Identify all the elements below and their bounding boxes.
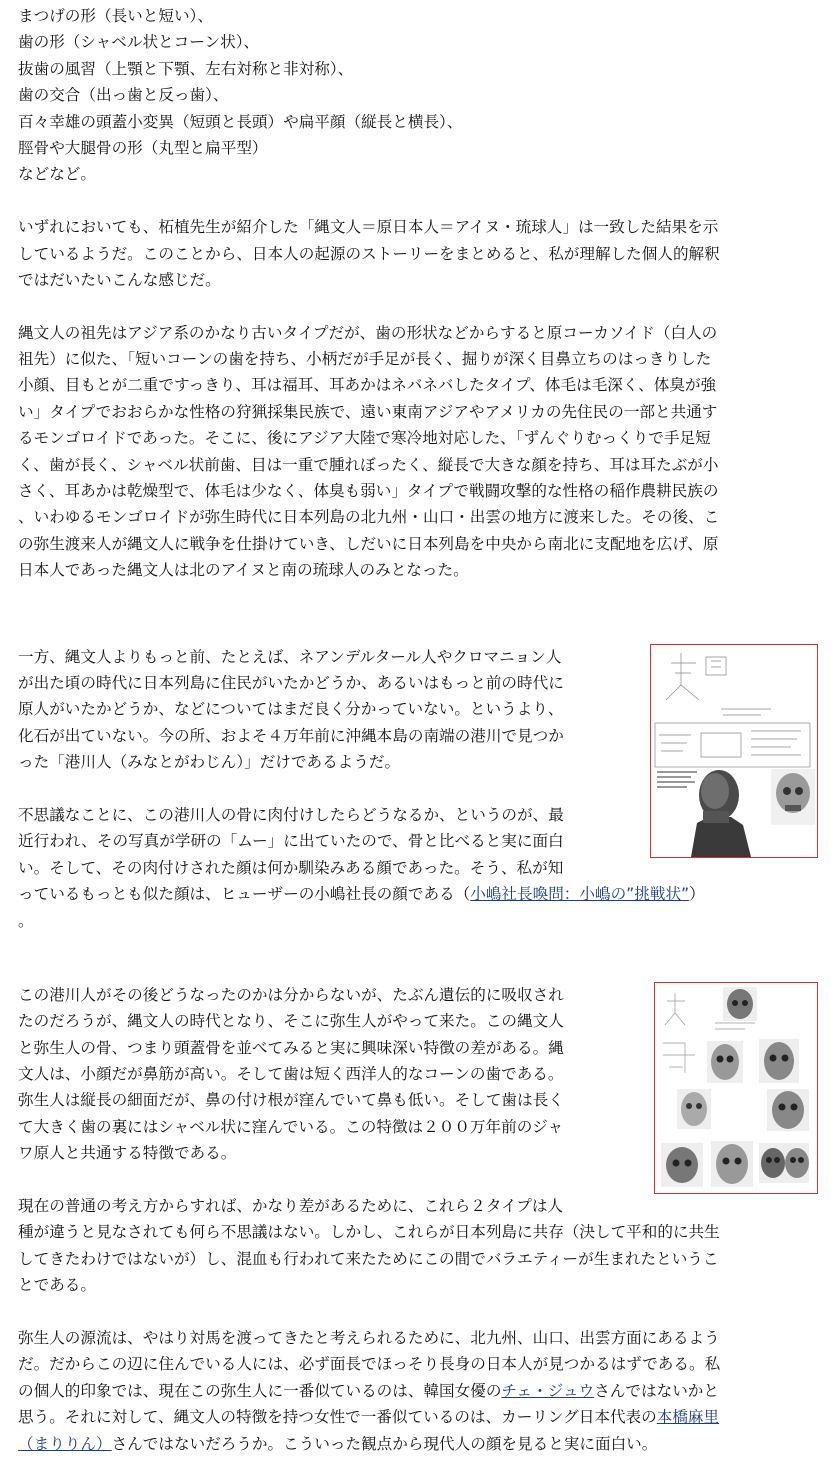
text-line: った「港川人（みなとがわじん）」だけであるようだ。 bbox=[18, 753, 401, 772]
minatogawa-figure[interactable] bbox=[650, 644, 818, 858]
text-line: ではだいたいこんな感じだ。 bbox=[18, 270, 221, 289]
text-line: この港川人がその後どうなったのかは分からないが、たぶん遺伝的に吸収され bbox=[18, 985, 564, 1004]
text-line: いずれにおいても、柘植先生が紹介した「縄文人＝原日本人＝アイヌ・琉球人」は一致した結果を示 bbox=[18, 218, 719, 237]
text-line: 、いわゆるモンゴロイドが弥生時代に日本列島の北九州・山口・出雲の地方に渡来した。その後、こ bbox=[18, 508, 720, 527]
text-line: と弥生人の骨、つまり頭蓋骨を並べてみると実に興味深い特徴の差がある。縄 bbox=[18, 1038, 564, 1057]
list-item: 脛骨や大腿骨の形（丸型と扁平型） bbox=[18, 138, 268, 157]
text-line: い」タイプでおおらかな性格の狩猟採集民族で、遠い東南アジアやアメリカの先住民の一部と共通す bbox=[18, 402, 718, 421]
article-body bbox=[18, 3, 818, 1457]
kojima-link[interactable]: 小嶋社長喚問：小嶋の”挑戦状” bbox=[470, 885, 690, 904]
choi-jiwoo-link[interactable]: チェ・ジュウ bbox=[501, 1381, 595, 1400]
skulls-image bbox=[655, 983, 817, 1193]
text-line: ワ原人と共通する特徴である。 bbox=[18, 1144, 237, 1163]
paragraph-yayoi-origin bbox=[18, 1325, 818, 1457]
list-item: 抜歯の風習（上顎と下顎、左右対称と非対称）、 bbox=[18, 59, 354, 78]
list-item: 歯の形（シャベル状とコーン状）、 bbox=[18, 33, 260, 52]
mariring-link[interactable]: （まりりん） bbox=[18, 1434, 112, 1453]
text-line: の弥生渡来人が縄文人に戦争を仕掛けていき、しだいに日本列島を中央から南北に支配地を広げ、原 bbox=[18, 534, 719, 553]
minatogawa-section bbox=[18, 644, 818, 934]
text-line: 原人がいたかどうか、などについてはまだ良く分かっていない。というより、 bbox=[18, 700, 564, 719]
text-line: 。 bbox=[18, 911, 34, 930]
list-item: 百々幸雄の頭蓋小変異（短頭と長頭）や扁平顔（縦長と横長）、 bbox=[18, 112, 463, 131]
text-fragment: さんではないだろうか。こういった観点から現代人の顔を見ると実に面白い。 bbox=[111, 1434, 658, 1453]
text-line: て大きく歯の裏にはシャベル状に窪んでいる。この特徴は２００万年前のジャ bbox=[18, 1117, 564, 1136]
text-fragment: ） bbox=[689, 885, 705, 904]
text-line: 祖先）に似た、「短いコーンの歯を持ち、小柄だが手足が長く、掘りが深く目鼻立ちのはっきりした bbox=[18, 350, 712, 369]
paragraph-origin-story bbox=[18, 320, 818, 584]
minatogawa-image bbox=[651, 645, 817, 857]
text-line: 日本人であった縄文人は北のアイヌと南の琉球人のみとなった。 bbox=[18, 561, 469, 580]
text-fragment: さんではないかと bbox=[594, 1381, 719, 1400]
text-line: だ。だからこの辺に住んでいる人には、必ず面長でほっそり長身の日本人が見つかるはずである。私 bbox=[18, 1355, 721, 1374]
feature-list bbox=[18, 3, 818, 188]
text-line: るモンゴロイドであった。そこに、後にアジア大陸で寒冷地対応した、「ずんぐりむっくりで手足短 bbox=[18, 429, 711, 448]
text-line: く、歯が長く、シャベル状前歯、目は一重で腫れぼったく、縦長で大きな顔を持ち、耳は耳たぶが小 bbox=[18, 455, 719, 474]
text-line: 弥生人は縦長の細面だが、鼻の付け根が窪んでいて鼻も低い。そして歯は長く bbox=[18, 1091, 564, 1110]
list-item: などなど。 bbox=[18, 165, 96, 184]
motohashi-mari-link[interactable]: 本橋麻里 bbox=[656, 1408, 720, 1427]
text-line: 不思議なことに、この港川人の骨に肉付けしたらどうなるか、というのが、最 bbox=[18, 805, 564, 824]
text-line: 一方、縄文人よりもっと前、たとえば、ネアンデルタール人やクロマニョン人 bbox=[18, 647, 562, 666]
text-line: が出た頃の時代に日本列島に住民がいたかどうか、あるいはもっと前の時代に bbox=[18, 673, 564, 692]
jomon-yayoi-section bbox=[18, 982, 818, 1299]
text-line: さく、耳あかは乾燥型で、体毛は少なく、体臭も弱い」タイプで戦闘攻撃的な性格の稲作農耕民族の bbox=[18, 482, 719, 501]
text-line bbox=[18, 1404, 818, 1430]
list-item: まつげの形（長いと短い）、 bbox=[18, 7, 213, 25]
text-line: してきたわけではないが）し、混血も行われて来たためにこの間でバラエティーが生まれたというこ bbox=[18, 1249, 719, 1268]
list-item: 歯の交合（出っ歯と反っ歯）、 bbox=[18, 86, 229, 105]
text-line: 文人は、小顔だが鼻筋が高い。そして歯は短く西洋人的なコーンの歯である。 bbox=[18, 1065, 564, 1084]
text-fragment: 思う。それに対して、縄文人の特徴を持つ女性で一番似ているのは、カーリング日本代表の bbox=[18, 1408, 657, 1427]
text-line: 弥生人の源流は、やはり対馬を渡ってきたと考えられるために、北九州、山口、出雲方面にあるよう bbox=[18, 1328, 720, 1347]
text-line: 現在の普通の考え方からすれば、かなり差があるために、これら２タイプは人 bbox=[18, 1197, 564, 1216]
text-line: とである。 bbox=[18, 1276, 96, 1295]
text-line: 近行われ、その写真が学研の「ムー」に出ていたので、骨と比べると実に面白 bbox=[18, 832, 564, 851]
text-line bbox=[18, 1378, 818, 1404]
text-line: たのだろうが、縄文人の時代となり、そこに弥生人がやって来た。この縄文人 bbox=[18, 1012, 564, 1031]
text-line: しているようだ。このことから、日本人の起源のストーリーをまとめると、私が理解した個人的解釈 bbox=[18, 244, 720, 263]
skulls-figure[interactable] bbox=[654, 982, 818, 1194]
text-fragment: の個人的印象では、現在この弥生人に一番似ているのは、韓国女優の bbox=[18, 1381, 502, 1400]
paragraph-two-types bbox=[18, 1193, 818, 1299]
text-line bbox=[18, 1431, 818, 1457]
text-line bbox=[18, 881, 818, 907]
text-fragment: っているもっとも似た顔は、ヒューザーの小嶋社長の顔である（ bbox=[18, 885, 471, 904]
text-line: 小顔、目もとが二重ですっきり、耳は福耳、耳あかはネバネバしたタイプ、体毛は毛深く、体臭が強 bbox=[18, 376, 717, 395]
paragraph-summary bbox=[18, 214, 818, 293]
text-line: 縄文人の祖先はアジア系のかなり古いタイプだが、歯の形状などからすると原コーカソイド（白人の bbox=[18, 323, 718, 342]
text-line: 化石が出ていない。今の所、およそ４万年前に沖縄本島の南端の港川で見つか bbox=[18, 726, 564, 745]
text-line: 種が違うと見なされても何ら不思議はない。しかし、これらが日本列島に共存（決して平和的に共生 bbox=[18, 1223, 720, 1242]
text-line: い。そして、その肉付けされた顔は何か馴染みある顔であった。そう、私が知 bbox=[18, 858, 564, 877]
